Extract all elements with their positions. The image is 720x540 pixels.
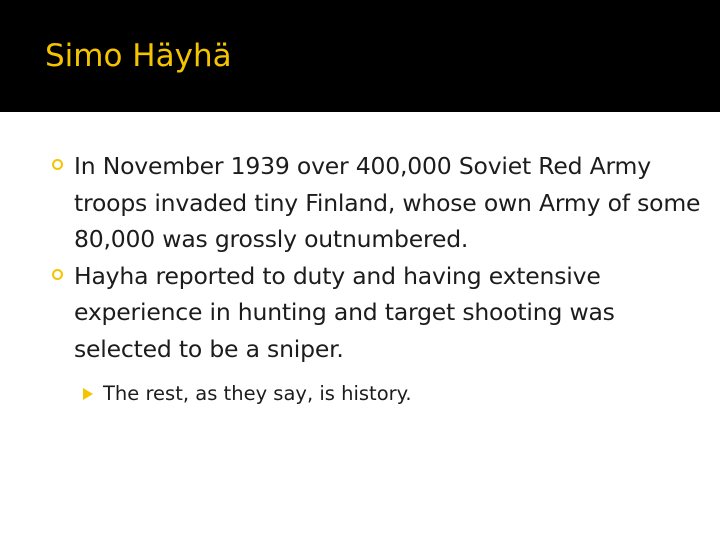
slide-title: Simo Häyhä [45,38,232,74]
sub-bullet-text: The rest, as they say, is history. [103,382,412,405]
bullet-text: In November 1939 over 400,000 Soviet Red Army troops invaded tiny Finland, whose own Army of some 80,000 was grossly outnumbered. [74,152,701,253]
bullet-item [52,148,702,258]
bullet-item [52,258,702,368]
slide-content [52,148,702,409]
bullet-list [52,148,702,367]
hollow-circle-icon [52,269,63,280]
title-bar [0,0,720,112]
sub-bullet-list [52,379,702,409]
bullet-text: Hayha reported to duty and having extensive experience in hunting and target shooting was selected to be a sniper. [74,261,615,363]
hollow-circle-icon [52,159,63,170]
triangle-arrow-icon [83,388,93,400]
sub-bullet-item [52,379,702,409]
